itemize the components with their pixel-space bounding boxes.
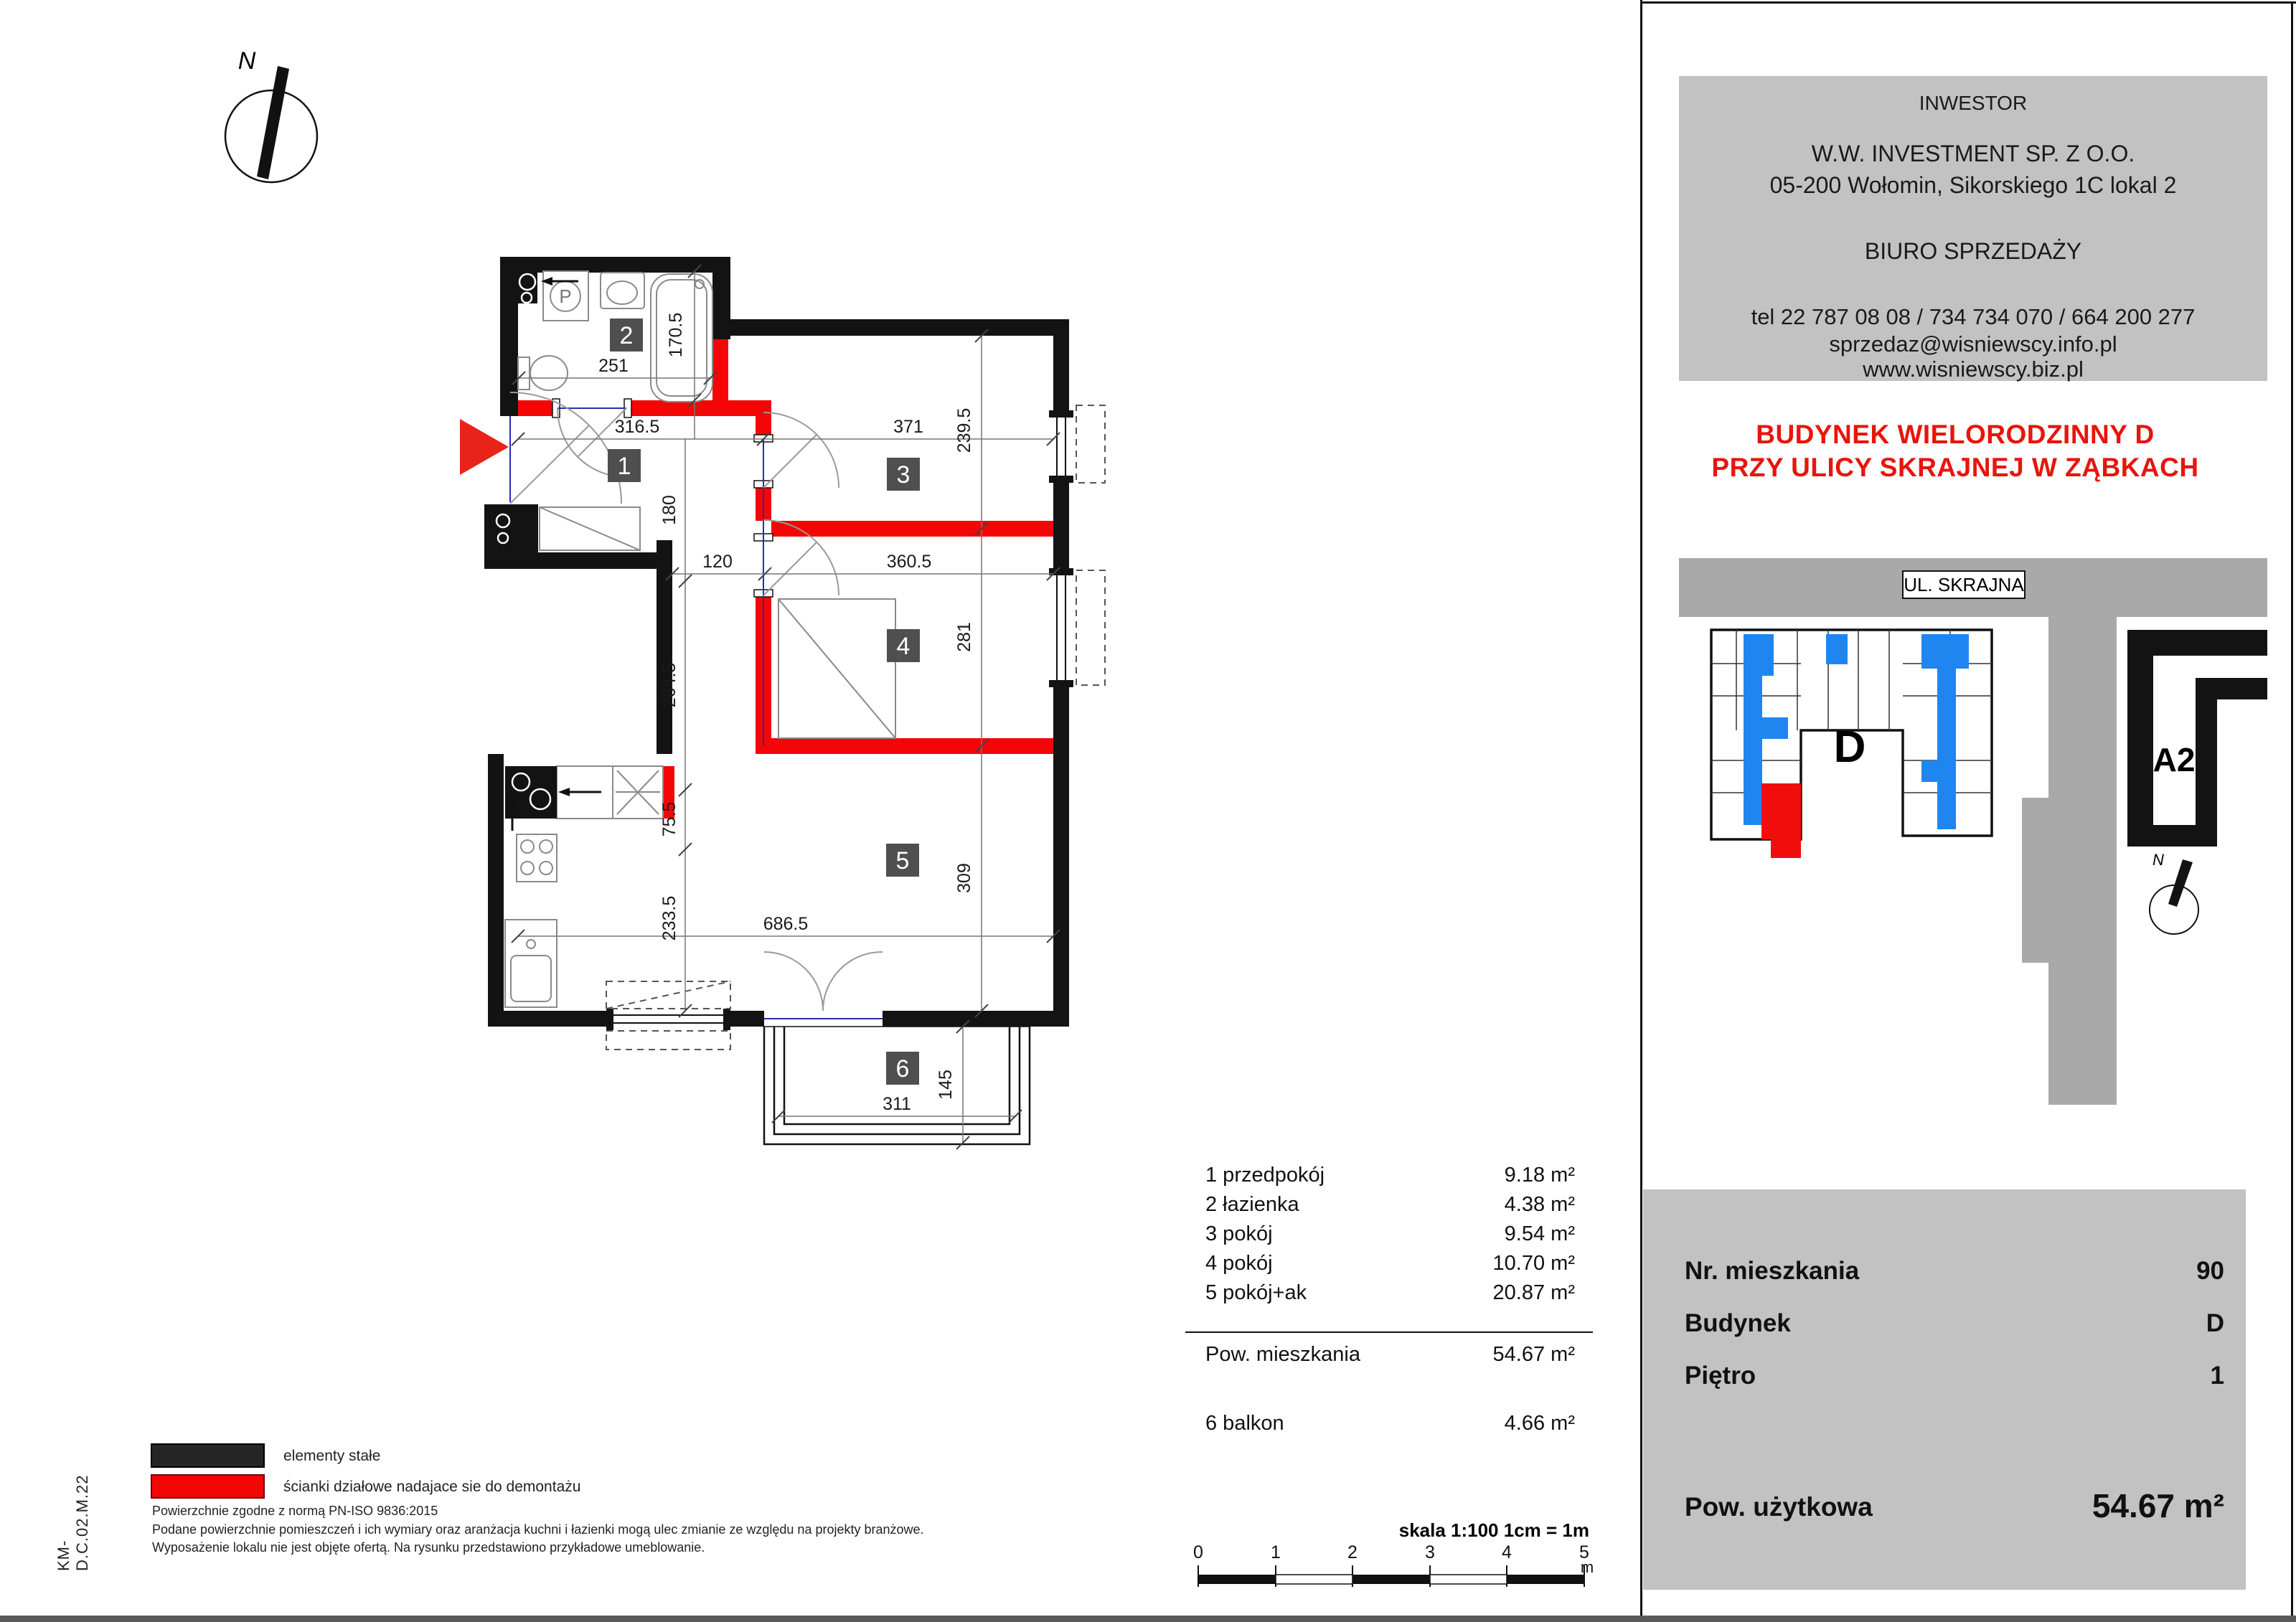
project-title-line1: BUDYNEK WIELORODZINNY D (1756, 420, 2155, 449)
apartment-number-label: Nr. mieszkania (1685, 1257, 1860, 1285)
note-norm: Powierzchnie zgodne z normą PN-ISO 9836:2015 (152, 1504, 438, 1518)
toilet-bowl (530, 356, 568, 390)
dim-264-5: 264.5 (659, 662, 679, 708)
investor-box (1679, 76, 2267, 381)
dim-170-5: 170.5 (666, 312, 686, 358)
investor-address: 05-200 Wołomin, Sikorskiego 1C lokal 2 (1769, 172, 2177, 198)
building-a2 (2127, 630, 2267, 847)
compass-north-indicator (225, 47, 317, 182)
room-3-area: 9.54 m² (1504, 1222, 1575, 1245)
dim-686-5: 686.5 (763, 914, 809, 934)
kitchen-sink (505, 920, 557, 1007)
note-furnishing: Wyposażenie lokalu nie jest objęte ofertą. Na rysunku przedstawiono przykładowe umeblowanie. (152, 1540, 705, 1555)
badge-room-1: 1 (617, 453, 631, 480)
room-1-area: 9.18 m² (1504, 1164, 1575, 1187)
scale-tick-3: 3 (1425, 1542, 1435, 1562)
furniture (505, 271, 895, 1007)
drawing-code: KM-D.C.02.M.22 (55, 1474, 91, 1571)
balcony-outline (764, 1027, 1030, 1144)
badge-room-6: 6 (895, 1055, 910, 1083)
dim-311: 311 (883, 1094, 911, 1114)
room-4-label: 4 pokój (1205, 1252, 1273, 1275)
road (2048, 617, 2117, 1105)
apartment-number-value: 90 (2196, 1257, 2224, 1285)
building-label: Budynek (1685, 1309, 1791, 1337)
badge-room-2: 2 (619, 322, 634, 349)
floor-label: Piętro (1685, 1362, 1756, 1390)
right-border (2291, 1, 2293, 1618)
legend-fixed-label: elementy stałe (283, 1448, 381, 1464)
page-bottom-edge (0, 1616, 2296, 1622)
legend-demountable-swatch (151, 1474, 265, 1499)
floor-value: 1 (2210, 1362, 2224, 1390)
north-label: N (237, 47, 256, 75)
sales-office-heading: BIURO SPRZEDAŻY (1864, 238, 2082, 264)
scale-tick-0: 0 (1193, 1542, 1203, 1562)
site-plan (1679, 558, 2267, 1105)
vertical-divider (1640, 0, 1642, 1622)
badge-room-3: 3 (896, 461, 911, 489)
site-north-label: N (2152, 851, 2164, 869)
note-dimensions: Podane powierzchnie pomieszczeń i ich wymiary oraz aranżacja kuchni i łazienki mogą ulec zmianie ze względu na projekty branżowe. (152, 1522, 924, 1537)
scale-label: skala 1:100 1cm = 1m (1398, 1519, 1589, 1541)
site-compass (2150, 851, 2198, 934)
sales-office-website: www.wisniewscy.biz.pl (1863, 357, 2084, 382)
legend-fixed-swatch (151, 1443, 265, 1468)
road-sidewalk (2022, 798, 2048, 963)
usable-area-value: 54.67 m² (2092, 1487, 2224, 1524)
washer-p-label: P (559, 286, 572, 307)
scale-tick-2: 2 (1347, 1542, 1358, 1562)
scale-tick-5: 5 (1579, 1542, 1589, 1562)
dim-371: 371 (893, 417, 923, 437)
scale-unit: m (1580, 1558, 1594, 1576)
dim-251: 251 (598, 356, 629, 376)
badge-room-4: 4 (896, 633, 911, 660)
usable-area-label: Pow. użytkowa (1685, 1492, 1873, 1522)
building-d-label: D (1833, 722, 1866, 772)
street-label: UL. SKRAJNA (1904, 574, 2024, 595)
highlighted-unit (1761, 783, 1801, 858)
sales-office-email: sprzedaz@wisniewscy.info.pl (1829, 331, 2117, 357)
dim-316-5: 316.5 (614, 417, 660, 437)
dim-180: 180 (659, 495, 679, 525)
dim-360-5: 360.5 (886, 552, 932, 572)
investor-company: W.W. INVESTMENT SP. Z O.O. (1811, 141, 2135, 166)
top-border (1640, 1, 2296, 4)
room-2-area: 4.38 m² (1504, 1193, 1575, 1216)
floor-plan (484, 257, 1105, 1149)
building-a2-label: A2 (2152, 741, 2196, 778)
apartment-total-label: Pow. mieszkania (1205, 1343, 1360, 1366)
scale-bar (1193, 1519, 1594, 1587)
dim-281: 281 (954, 622, 974, 652)
investor-heading: INWESTOR (1919, 92, 2028, 114)
badge-room-5: 5 (895, 847, 910, 874)
balcony-area: 4.66 m² (1504, 1412, 1575, 1435)
legend-demountable-label: ścianki działowe nadajace sie do demontażu (283, 1479, 581, 1495)
dim-239-5: 239.5 (954, 407, 974, 453)
room-5-label: 5 pokój+ak (1205, 1281, 1307, 1304)
room-2-label: 2 łazienka (1205, 1193, 1299, 1216)
building-value: D (2206, 1309, 2224, 1337)
room-1-label: 1 przedpokój (1205, 1164, 1325, 1187)
room-4-area: 10.70 m² (1492, 1252, 1575, 1275)
dim-233-5: 233.5 (659, 895, 679, 941)
dim-75-5: 75.5 (659, 801, 679, 837)
room-list-divider (1185, 1331, 1593, 1333)
dim-145: 145 (936, 1070, 956, 1100)
scale-tick-4: 4 (1502, 1542, 1512, 1562)
room-5-area: 20.87 m² (1492, 1281, 1575, 1304)
entrance-arrow-icon (460, 419, 509, 475)
project-title-line2: PRZY ULICY SKRAJNEJ W ZĄBKACH (1711, 453, 2199, 482)
apartment-total-area: 54.67 m² (1492, 1343, 1575, 1366)
sales-office-phones: tel 22 787 08 08 / 734 734 070 / 664 200 277 (1751, 304, 2196, 329)
scale-tick-1: 1 (1271, 1542, 1281, 1562)
balcony-label: 6 balkon (1205, 1412, 1284, 1435)
dim-309: 309 (954, 863, 974, 893)
room-3-label: 3 pokój (1205, 1222, 1273, 1245)
dim-120: 120 (702, 552, 733, 572)
